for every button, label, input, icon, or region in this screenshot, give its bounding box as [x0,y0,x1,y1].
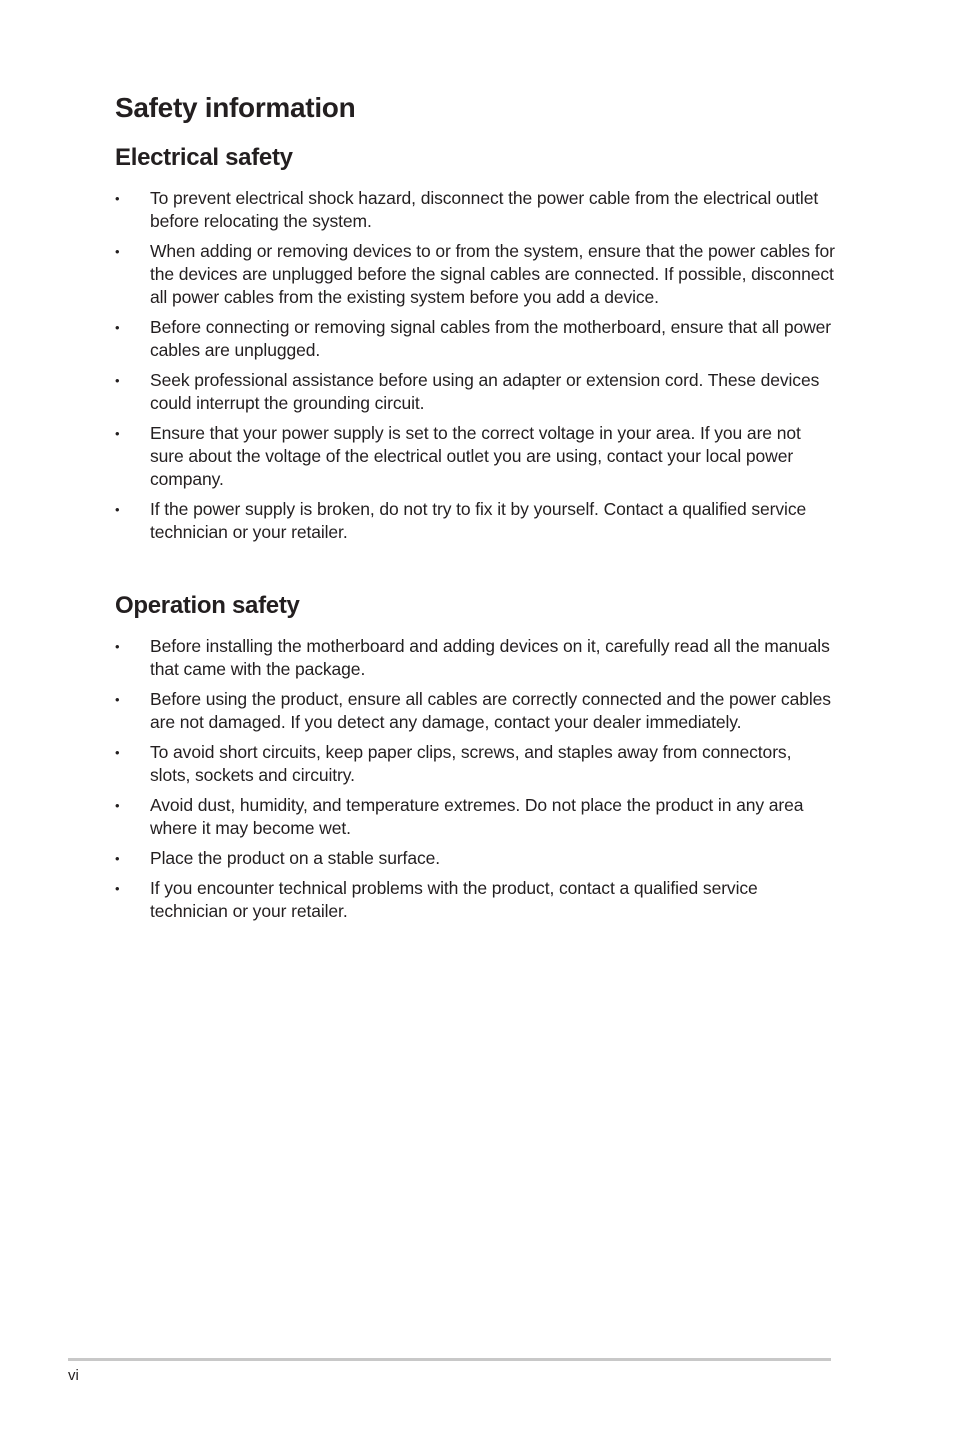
list-item [115,688,835,734]
list-item [115,240,835,309]
list-item [115,369,835,415]
list-item-text: Before connecting or removing signal cables from the motherboard, ensure that all power cables are unplugged. [150,317,831,360]
bullet-icon: • [115,244,120,259]
list-item [115,498,835,544]
bullet-icon: • [115,639,120,654]
list-item [115,316,835,362]
list-item [115,794,835,840]
list-item-text: Avoid dust, humidity, and temperature extremes. Do not place the product in any area where it may become wet. [150,795,804,838]
list-item-text: When adding or removing devices to or from the system, ensure that the power cables for the devices are unplugged before the signal cables are connected. If possible, disconnect all power cables from the existing system before you add a device. [150,241,835,307]
electrical-safety-heading: Electrical safety [115,144,293,171]
list-item-text: Before installing the motherboard and adding devices on it, carefully read all the manuals that came with the package. [150,636,830,679]
bullet-icon: • [115,502,120,517]
bullet-icon: • [115,745,120,760]
list-item [115,187,835,233]
bullet-icon: • [115,881,120,896]
bullet-icon: • [115,692,120,707]
bullet-icon: • [115,320,120,335]
list-item-text: Seek professional assistance before using an adapter or extension cord. These devices could interrupt the grounding circuit. [150,370,820,413]
list-item [115,847,835,870]
page-title: Safety information [115,92,356,123]
list-item [115,877,835,923]
bullet-icon: • [115,191,120,206]
bullet-icon: • [115,798,120,813]
list-item-text: If you encounter technical problems with the product, contact a qualified service technician or your retailer. [150,878,758,921]
list-item [115,422,835,491]
bullet-icon: • [115,426,120,441]
footer-divider [68,1358,831,1361]
operation-safety-heading: Operation safety [115,592,300,619]
electrical-safety-list [115,187,835,551]
bullet-icon: • [115,373,120,388]
list-item-text: To avoid short circuits, keep paper clips, screws, and staples away from connectors, slots, sockets and circuitry. [150,742,792,785]
list-item-text: Place the product on a stable surface. [150,848,440,868]
page-number: vi [68,1367,79,1384]
list-item-text: To prevent electrical shock hazard, disconnect the power cable from the electrical outlet before relocating the system. [150,188,819,231]
list-item [115,741,835,787]
list-item-text: Before using the product, ensure all cables are correctly connected and the power cables are not damaged. If you detect any damage, contact your dealer immediately. [150,689,831,732]
list-item [115,635,835,681]
bullet-icon: • [115,851,120,866]
operation-safety-list [115,635,835,930]
list-item-text: If the power supply is broken, do not try to fix it by yourself. Contact a qualified service technician or your retailer. [150,499,807,542]
list-item-text: Ensure that your power supply is set to the correct voltage in your area. If you are not sure about the voltage of the electrical outlet you are using, contact your local power company. [150,423,801,489]
